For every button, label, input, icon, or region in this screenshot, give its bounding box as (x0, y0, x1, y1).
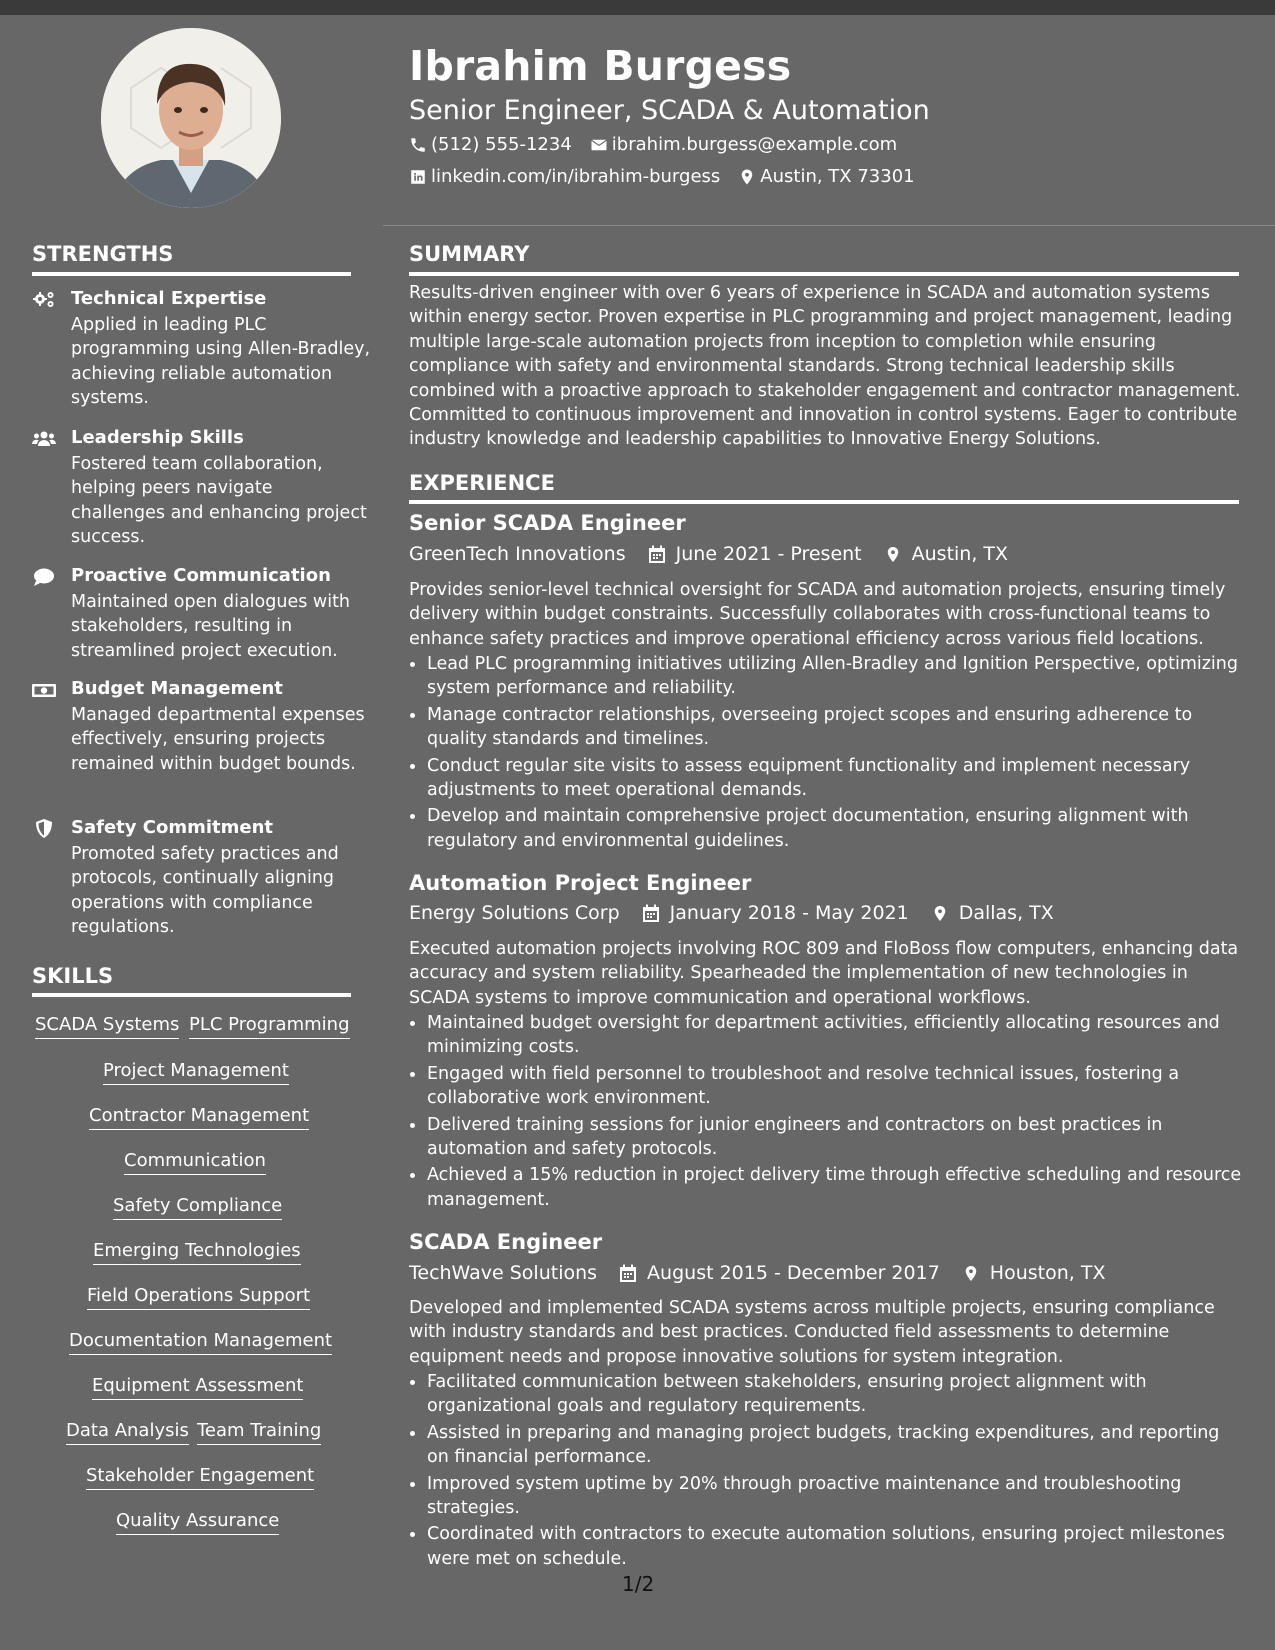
summary-rule (409, 272, 1239, 276)
map-marker-icon (738, 168, 756, 186)
phone-contact[interactable] (409, 134, 572, 155)
job-location (962, 1262, 1106, 1284)
job-bullet: Engaged with field personnel to troubleshoot and resolve technical issues, fostering a collaborative work environment. (409, 1062, 1245, 1111)
job-company: Energy Solutions Corp (409, 902, 620, 924)
job-description: Developed and implemented SCADA systems across multiple projects, ensuring compliance with industry standards and best practices. Conducted field assessments to determine equipment needs and propose innovative solutions for system integration. (409, 1298, 1215, 1367)
skill-tag: Emerging Technologies (93, 1240, 301, 1265)
job-bullets (409, 652, 1245, 855)
calendar-icon (642, 904, 660, 923)
gears-icon (32, 290, 56, 310)
comment-icon (32, 567, 56, 587)
skill-tag: Equipment Assessment (92, 1375, 303, 1400)
job-title: Senior SCADA Engineer (409, 511, 686, 535)
skill-tag: SCADA Systems (35, 1014, 179, 1039)
skill-tag: PLC Programming (189, 1014, 350, 1039)
skill-tag: Field Operations Support (87, 1285, 310, 1310)
phone-text: (512) 555-1234 (431, 134, 572, 155)
strength-title: Safety Commitment (71, 817, 273, 838)
skill-tag: Project Management (103, 1060, 289, 1085)
strength-desc: Applied in leading PLC programming using Allen-Bradley, achieving reliable automation systems. (71, 315, 371, 408)
job-location-text: Austin, TX (911, 543, 1009, 565)
job-dates (648, 543, 862, 565)
skill-tag: Safety Compliance (113, 1195, 282, 1220)
job-dates (642, 902, 909, 924)
envelope-icon (590, 136, 608, 154)
money-bill-icon (32, 680, 56, 700)
skill-tag: Team Training (197, 1420, 321, 1445)
job-bullet: Develop and maintain comprehensive project documentation, ensuring alignment with regulatory and environmental guidelines. (409, 804, 1245, 853)
job-dates-text: January 2018 - May 2021 (669, 902, 909, 924)
skills-heading: SKILLS (32, 964, 114, 988)
linkedin-icon (409, 168, 427, 186)
job-bullet: Lead PLC programming initiatives utilizing Allen-Bradley and Ignition Perspective, optimizing system performance and reliability. (409, 652, 1245, 701)
job-bullets (409, 1011, 1245, 1214)
calendar-icon (619, 1264, 637, 1283)
users-icon (32, 429, 56, 449)
job-bullet: Maintained budget oversight for department activities, efficiently allocating resources and minimizing costs. (409, 1011, 1245, 1060)
job-meta (409, 902, 1076, 924)
map-marker-icon (931, 904, 949, 923)
candidate-name: Ibrahim Burgess (409, 42, 792, 90)
experience-heading: EXPERIENCE (409, 471, 555, 495)
top-bar (0, 0, 1275, 15)
contact-row-1 (409, 134, 915, 155)
job-title: SCADA Engineer (409, 1230, 603, 1254)
job-bullet: Improved system uptime by 20% through proactive maintenance and troubleshooting strategies. (409, 1472, 1245, 1521)
job-location (931, 902, 1054, 924)
job-bullet: Assisted in preparing and managing project budgets, tracking expenditures, and reporting on financial performance. (409, 1421, 1245, 1470)
job-bullet: Achieved a 15% reduction in project delivery time through effective scheduling and resource management. (409, 1163, 1245, 1212)
shield-icon (32, 819, 56, 839)
job-bullets (409, 1370, 1245, 1573)
strength-title: Budget Management (71, 678, 283, 699)
linkedin-text: linkedin.com/in/ibrahim-burgess (431, 166, 721, 187)
calendar-icon (648, 545, 666, 564)
strength-desc: Maintained open dialogues with stakeholders, resulting in streamlined project execution. (71, 592, 351, 661)
skill-tag: Documentation Management (69, 1330, 332, 1355)
map-marker-icon (962, 1264, 980, 1283)
phone-icon (409, 136, 427, 154)
location-contact (738, 166, 914, 187)
strengths-heading: STRENGTHS (32, 242, 174, 266)
avatar (101, 28, 281, 208)
job-bullet: Facilitated communication between stakeholders, ensuring project alignment with organizational goals and regulatory requirements. (409, 1370, 1245, 1419)
page-number: 1/2 (622, 1572, 655, 1596)
job-bullet: Manage contractor relationships, overseeing project scopes and ensuring adherence to quality standards and timelines. (409, 703, 1245, 752)
linkedin-contact[interactable] (409, 166, 720, 187)
job-bullet: Coordinated with contractors to execute automation solutions, ensuring project milestones were met on schedule. (409, 1522, 1245, 1571)
strength-desc: Fostered team collaboration, helping peers navigate challenges and enhancing project success. (71, 454, 367, 547)
location-text: Austin, TX 73301 (760, 166, 915, 187)
contact-row-2 (409, 166, 933, 187)
job-dates (619, 1262, 940, 1284)
skill-tag: Communication (124, 1150, 266, 1175)
job-title: Automation Project Engineer (409, 871, 752, 895)
job-meta (409, 543, 1030, 565)
strength-title: Proactive Communication (71, 565, 331, 586)
job-location (884, 543, 1008, 565)
job-company: GreenTech Innovations (409, 543, 626, 565)
job-company: TechWave Solutions (409, 1262, 598, 1284)
skill-tag: Data Analysis (66, 1420, 189, 1445)
strength-title: Leadership Skills (71, 427, 244, 448)
skill-tag: Quality Assurance (116, 1510, 279, 1535)
skill-tag: Contractor Management (89, 1105, 309, 1130)
strength-title: Technical Expertise (71, 288, 267, 309)
job-bullet: Conduct regular site visits to assess equipment functionality and implement necessary adjustments to meet operational demands. (409, 754, 1245, 803)
email-contact[interactable] (590, 134, 897, 155)
job-meta (409, 1262, 1127, 1284)
experience-rule (409, 500, 1239, 504)
job-description: Executed automation projects involving ROC 809 and FloBoss flow computers, enhancing data accuracy and system reliability. Spearheaded the implementation of new technologies in SCADA systems to improve communication and operational workflows. (409, 939, 1239, 1008)
map-marker-icon (884, 545, 902, 564)
skill-tag: Stakeholder Engagement (86, 1465, 314, 1490)
strengths-rule (32, 272, 351, 276)
email-text: ibrahim.burgess@example.com (611, 134, 898, 155)
candidate-title: Senior Engineer, SCADA & Automation (409, 95, 930, 126)
job-bullet: Delivered training sessions for junior engineers and contractors on best practices in automation and safety protocols. (409, 1113, 1245, 1162)
skills-rule (32, 993, 351, 997)
job-location-text: Houston, TX (989, 1262, 1106, 1284)
job-location-text: Dallas, TX (958, 902, 1054, 924)
strength-desc: Promoted safety practices and protocols, continually aligning operations with compliance regulations. (71, 844, 339, 937)
job-description: Provides senior-level technical oversight for SCADA and automation projects, ensuring timely delivery within budget constraints. Successfully collaborates with cross-functional teams to enhance safety practices and improve operational efficiency across various field locations. (409, 580, 1226, 649)
job-dates-text: August 2015 - December 2017 (647, 1262, 940, 1284)
job-dates-text: June 2021 - Present (675, 543, 862, 565)
strength-desc: Managed departmental expenses effectively, ensuring projects remained within budget bounds. (71, 705, 365, 774)
header-divider (383, 225, 1275, 226)
summary-text: Results-driven engineer with over 6 years of experience in SCADA and automation systems within energy sector. Proven expertise in PLC programming and project management, leading multiple large-scale automation projects from inception to completion while ensuring compliance with safety and environmental standards. Strong technical leadership skills combined with a proactive approach to stakeholder engagement and contractor management. Committed to continuous improvement and innovation in control systems. Eager to contribute industry knowledge and leadership capabilities to Innovative Energy Solutions. (409, 283, 1241, 450)
summary-heading: SUMMARY (409, 242, 530, 266)
